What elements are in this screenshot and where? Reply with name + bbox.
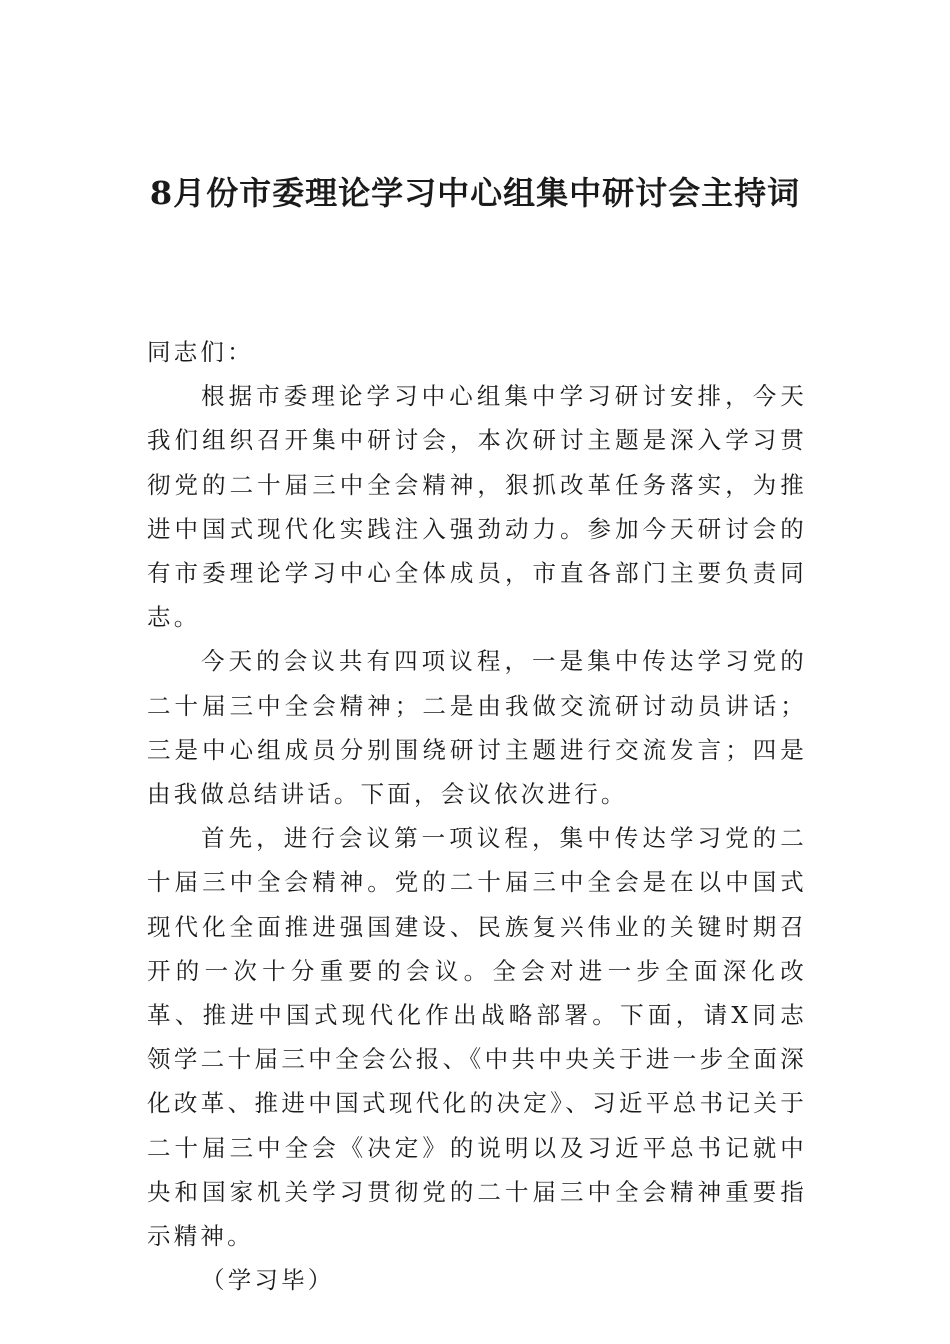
document-title: 8月份市委理论学习中心组集中研讨会主持词: [149, 174, 801, 212]
salutation: 同志们：: [147, 338, 254, 366]
paragraph-first-item: 首先，进行会议第一项议程，集中传达学习党的二十届三中全会精神。党的二十届三中全会是在以中国式现代化全面推进强国建设、民族复兴伟业的关键时期召开的一次十分重要的会议。全会对进一步全面深化改革、推进中国式现代化作出战略部署。下面，请X同志领学二十届三中全会公报、《中共中央关于进一步全面深化改革、推进中国式现代化的决定》、习近平总书记关于二十届三中全会《决定》的说明以及习近平总书记就中央和国家机关学习贯彻党的二十届三中全会精神重要指示精神。: [147, 824, 807, 1251]
paragraph-opening: 根据市委理论学习中心组集中学习研讨安排，今天我们组织召开集中研讨会，本次研讨主题是深入学习贯彻党的二十届三中全会精神，狠抓改革任务落实，为推进中国式现代化实践注入强劲动力。参加今天研讨会的有市委理论学习中心全体成员，市直各部门主要负责同志。: [147, 382, 807, 632]
document-body: [147, 330, 807, 1302]
paragraph-agenda: 今天的会议共有四项议程，一是集中传达学习党的二十届三中全会精神；二是由我做交流研讨动员讲话；三是中心组成员分别围绕研讨主题进行交流发言；四是由我做总结讲话。下面，会议依次进行。: [147, 647, 807, 809]
study-complete-note: （学习毕）: [201, 1266, 335, 1295]
